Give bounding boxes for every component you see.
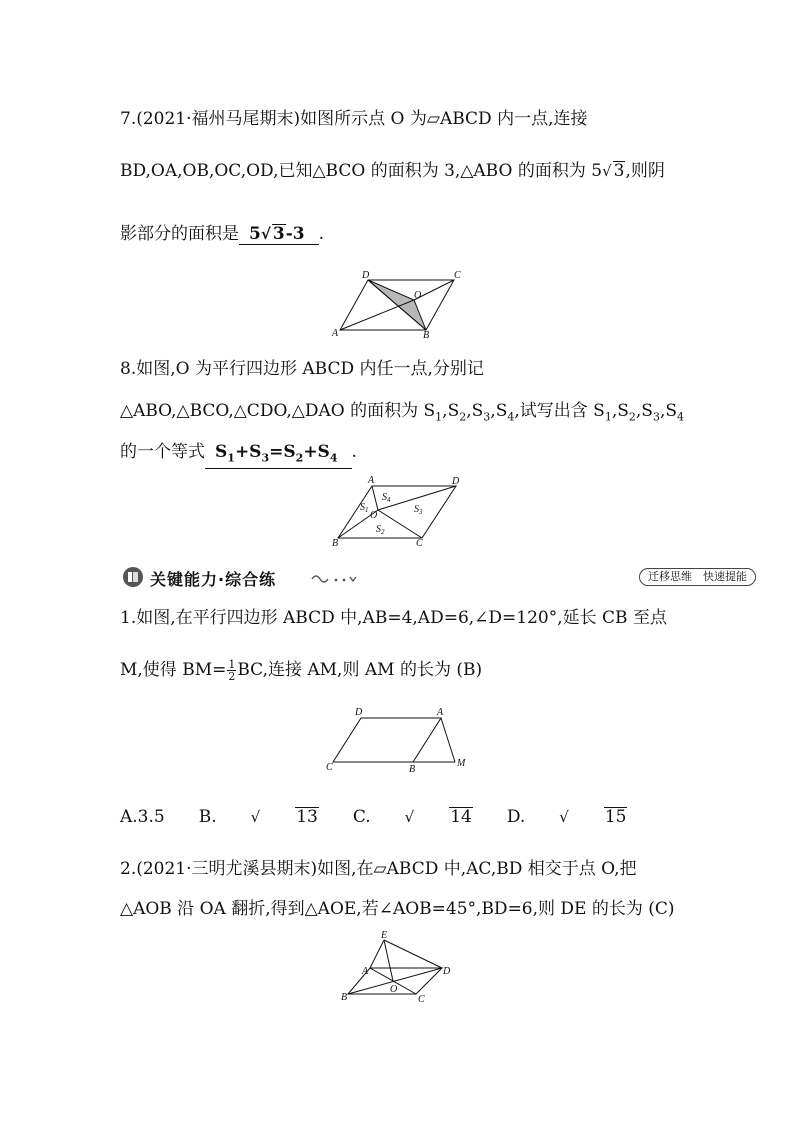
p2-line2: △AOB 沿 OA 翻折,得到△AOE,若∠AOB=45°,BD=6,则 DE 的长为 (C) bbox=[120, 899, 675, 919]
p1-figure bbox=[325, 706, 475, 774]
section-header bbox=[120, 565, 760, 589]
p2-label-C: C bbox=[418, 994, 425, 1005]
q7-radicand: 3 bbox=[613, 161, 625, 181]
q8-label-A: A bbox=[368, 475, 375, 486]
q7-line2-tail: ,则阴 bbox=[625, 161, 665, 181]
p1-fraction: $\frac{1}{2}$ bbox=[228, 658, 236, 683]
q8-line1: 8.如图,O 为平行四边形 ABCD 内任一点,分别记 bbox=[120, 359, 484, 379]
q7-label-O: O bbox=[414, 290, 422, 301]
q8-line3 bbox=[120, 441, 357, 469]
q7-line3-text: 影部分的面积是 bbox=[120, 224, 239, 244]
q7-answer: 5√ 3-3 bbox=[239, 224, 319, 245]
q8-label-C: C bbox=[416, 538, 423, 549]
q7-line2-text: BD,OA,OB,OC,OD,已知△BCO 的面积为 3,△ABO 的面积为 5 bbox=[120, 161, 603, 181]
section-tag: 迁移思维 快速提能 bbox=[639, 568, 756, 586]
p1-line2-text: M,使得 BM= bbox=[120, 660, 227, 680]
p1-label-M: M bbox=[457, 758, 466, 769]
p2-figure bbox=[340, 930, 460, 1006]
wave-decoration-icon bbox=[310, 569, 360, 585]
book-icon bbox=[122, 566, 144, 588]
q7-label-B: B bbox=[423, 330, 430, 341]
q7-figure bbox=[330, 268, 470, 340]
option-d: D. √ 15 bbox=[506, 807, 627, 827]
q8-label-O: O bbox=[370, 510, 378, 521]
q7-line3-end: . bbox=[318, 224, 324, 244]
p2-label-B: B bbox=[341, 992, 348, 1003]
q7-line2: BD,OA,OB,OC,OD,已知△BCO 的面积为 3,△ABO 的面积为 5√ 3,则阴 bbox=[120, 161, 665, 181]
q7-line3 bbox=[120, 223, 324, 245]
q8-line3-end: . bbox=[351, 442, 357, 462]
q7-label-C: C bbox=[454, 270, 461, 281]
p1-label-D: D bbox=[355, 707, 363, 718]
p2-label-O: O bbox=[390, 984, 398, 995]
q8-line2: △ABO,△BCO,△CDO,△DAO 的面积为 $S_1,S_2,S_3,S_4$,试写出含 $S_1,S_2,S_3,S_4$ bbox=[120, 401, 685, 424]
p1-line2 bbox=[120, 659, 482, 682]
q8-label-S1: $S_1$ bbox=[360, 502, 369, 514]
q7-label-A: A bbox=[332, 328, 339, 339]
q8-label-S4: $S_4$ bbox=[382, 492, 391, 504]
option-c: C. √ 14 bbox=[352, 807, 472, 827]
p2-label-E: E bbox=[381, 930, 388, 941]
section-title: 关键能力·综合练 bbox=[150, 570, 277, 589]
q8-label-S2: $S_2$ bbox=[376, 524, 385, 536]
q7-label-D: D bbox=[362, 270, 370, 281]
q8-label-D: D bbox=[452, 476, 460, 487]
q8-label-B: B bbox=[332, 538, 339, 549]
option-a: A.3.5 bbox=[120, 807, 165, 827]
p1-line1: 1.如图,在平行四边形 ABCD 中,AB=4,AD=6,∠D=120°,延长 CB 至点 bbox=[120, 608, 667, 628]
q8-answer: $S_1+S_3=S_2+S_4$ bbox=[205, 442, 352, 469]
q8-line3-text: 的一个等式 bbox=[120, 442, 205, 462]
q8-label-S3: $S_3$ bbox=[414, 504, 423, 516]
q8-figure bbox=[330, 474, 470, 550]
p1-line2-tail: BC,连接 AM,则 AM 的长为 (B) bbox=[237, 660, 483, 680]
p1-label-B: B bbox=[409, 764, 416, 775]
p2-line1: 2.(2021·三明尤溪县期末)如图,在▱ABCD 中,AC,BD 相交于点 O,把 bbox=[120, 859, 637, 879]
p1-options bbox=[120, 806, 661, 828]
q7-line1: 7.(2021·福州马尾期末)如图所示点 O 为▱ABCD 内一点,连接 bbox=[120, 109, 588, 129]
p1-label-A: A bbox=[437, 707, 444, 718]
option-b: B. √ 13 bbox=[198, 807, 318, 827]
p2-label-D: D bbox=[443, 966, 451, 977]
p2-label-A: A bbox=[362, 966, 369, 977]
p1-label-C: C bbox=[326, 762, 333, 773]
